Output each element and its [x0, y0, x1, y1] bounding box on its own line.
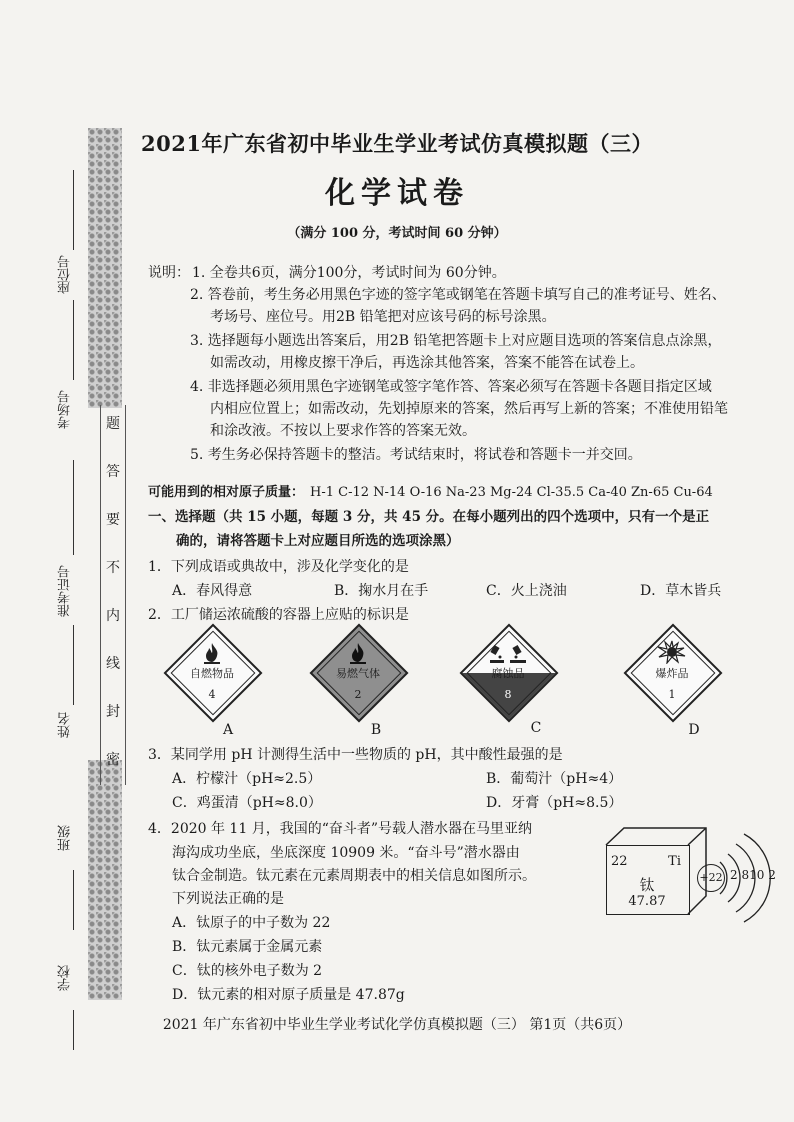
instruction-2a: 2. 答卷前，考生务必用黑色字迹的签字笔或钢笔在答题卡填写自己的准考证号、姓名、 [190, 287, 726, 303]
ticket-number-label: 准考证号 [58, 565, 73, 617]
option-letter-b: B [370, 722, 382, 738]
element-card [606, 845, 690, 915]
seal-char: 密 [106, 752, 120, 768]
name-line [73, 625, 74, 705]
sign-label: 爆炸品 [655, 667, 689, 680]
q4-stem-2: 海沟成功坐底，坐底深度 10909 米。“奋斗号”潜水器由 [172, 845, 520, 861]
q4-stem-4: 下列说法正确的是 [172, 891, 284, 907]
name-label: 姓名 [58, 712, 73, 738]
atomic-number: 22 [611, 854, 628, 869]
seal-char: 内 [106, 608, 120, 624]
instruction-4c: 和涂改液。不按以上要求作答的答案无效。 [210, 423, 476, 439]
hazard-sign-a [164, 624, 260, 720]
q2-stem: 2．工厂储运浓硫酸的容器上应贴的标识是 [148, 607, 409, 623]
q1-option-c: C．火上浇油 [486, 583, 567, 599]
school-label: 学校 [58, 965, 73, 991]
section1-heading: 一、选择题（共 15 小题，每题 3 分，共 45 分。在每小题列出的四个选项中，只有一个是正 [148, 509, 710, 525]
seat-number-label: 座位号 [58, 255, 73, 294]
q4-option-a: A．钛原子的中子数为 22 [172, 915, 331, 931]
nucleus-charge: +22 [699, 871, 723, 884]
sign-label: 自燃物品 [190, 667, 234, 680]
seal-char: 要 [106, 512, 120, 528]
element-name: 钛 [639, 876, 655, 894]
q4-stem-3: 钛合金制造。钛元素在元素周期表中的相关信息如图所示。 [172, 868, 536, 884]
class-label: 班级 [58, 825, 73, 851]
exam-note: （满分 100 分，考试时间 60 分钟） [287, 226, 507, 241]
ticket-number-line [73, 460, 74, 555]
class-line [73, 870, 74, 930]
q3-stem: 3．某同学用 pH 计测得生活中一些物质的 pH，其中酸性最强的是 [148, 747, 563, 763]
element-symbol: Ti [668, 854, 681, 869]
option-letter-c: C [530, 720, 542, 736]
q4-stem-1: 4．2020 年 11 月，我国的“奋斗者”号载人潜水器在马里亚纳 [148, 821, 533, 837]
instruction-4a: 4. 非选择题必须用黑色字迹钢笔或签字笔作答、答案必须写在答题卡各题目指定区域 [190, 379, 712, 395]
shell-count: 2 [768, 868, 776, 882]
hazard-sign-d [624, 624, 720, 720]
sign-class-number: 1 [668, 688, 676, 701]
sign-label: 易燃气体 [336, 667, 380, 680]
q1-option-a: A．春风得意 [172, 583, 253, 599]
option-letter-d: D [688, 722, 700, 738]
sign-class-number: 2 [354, 688, 362, 701]
exam-room-line [73, 300, 74, 380]
shell-count: 10 [749, 868, 765, 882]
section1-heading-cont: 确的，请将答题卡上对应题目所选的选项涂黑） [176, 533, 460, 549]
sign-class-number: 8 [504, 688, 512, 701]
instruction-2b: 考场号、座位号。用2B 铅笔把对应该号码的标号涂黑。 [210, 309, 556, 325]
instruction-3b: 如需改动，用橡皮擦干净后，再选涂其他答案，答案不能答在试卷上。 [210, 355, 644, 371]
instruction-4b: 内相应位置上；如需改动，先划掉原来的答案，然后再写上新的答案；不准使用铅笔 [210, 401, 728, 417]
electron-shells [730, 868, 776, 882]
seal-line [100, 405, 126, 785]
page-footer: 2021 年广东省初中毕业生学业考试化学仿真模拟题（三） 第1页（共6页） [162, 1017, 632, 1033]
sign-label: 腐蚀品 [491, 667, 525, 680]
binding-border-bottom [88, 760, 122, 1000]
q1-stem: 1．下列成语或典故中，涉及化学变化的是 [148, 559, 409, 575]
seal-char: 不 [106, 560, 120, 576]
explosion-icon [656, 640, 688, 664]
subject-title: 化学试卷 [325, 176, 469, 211]
hazard-sign-c [460, 624, 556, 720]
q3-option-b: B．葡萄汁（pH≈4） [486, 771, 623, 787]
shell-count: 2 [730, 868, 738, 882]
atomic-mass-values: H-1 C-12 N-14 O-16 Na-23 Mg-24 Cl-35.5 Ca-40 Zn-65 Cu-64 [310, 485, 713, 500]
shell-count: 8 [741, 868, 750, 882]
sign-class-number: 4 [208, 688, 216, 701]
seal-char: 答 [106, 464, 120, 480]
corrosion-icon [488, 644, 528, 664]
q3-option-a: A．柠檬汁（pH≈2.5） [172, 771, 322, 787]
q3-option-d: D．牙膏（pH≈8.5） [486, 795, 623, 811]
q4-option-b: B．钛元素属于金属元素 [172, 939, 323, 955]
q4-option-d: D．钛元素的相对原子质量是 47.87g [172, 987, 405, 1003]
seal-char: 线 [106, 656, 120, 672]
option-letter-a: A [222, 722, 234, 738]
nucleus [697, 864, 725, 892]
seal-char: 题 [106, 416, 120, 432]
exam-room-label: 考场号 [58, 390, 73, 429]
seal-char: 封 [106, 704, 120, 720]
instruction-1: 1. 全卷共6页，满分100分，考试时间为 60分钟。 [192, 265, 506, 281]
instruction-3a: 3. 选择题每小题选出答案后，用2B 铅笔把答题卡上对应题目选项的答案信息点涂黑， [190, 333, 722, 349]
q1-option-b: B．掬水月在手 [334, 583, 429, 599]
atomic-mass-label: 可能用到的相对原子质量： [148, 485, 305, 500]
hazard-sign-b [310, 624, 406, 720]
instructions-prefix: 说明： [148, 265, 190, 281]
q1-option-d: D．草木皆兵 [640, 583, 722, 599]
atomic-mass: 47.87 [628, 894, 666, 909]
q4-option-c: C．钛的核外电子数为 2 [172, 963, 323, 979]
q3-option-c: C．鸡蛋清（pH≈8.0） [172, 795, 322, 811]
exam-title: 2021年广东省初中毕业生学业考试仿真模拟题（三） [141, 131, 653, 156]
flame-icon [200, 642, 224, 664]
instruction-5: 5. 考生务必保持答题卡的整洁。考试结束时，将试卷和答题卡一并交回。 [190, 447, 642, 463]
flame-icon [346, 642, 370, 664]
